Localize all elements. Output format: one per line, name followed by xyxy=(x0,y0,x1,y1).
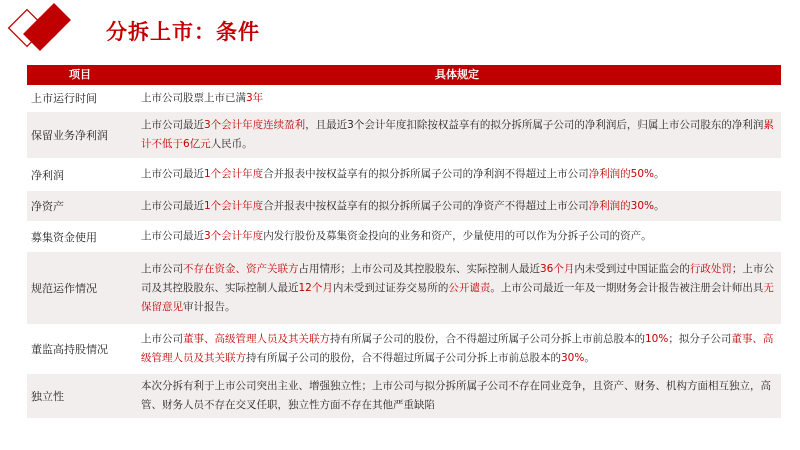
body-text: 上市公司最近 xyxy=(141,199,204,212)
table-row xyxy=(27,222,781,252)
row-label: 董监高持股情况 xyxy=(31,343,108,356)
highlight-text: 30% xyxy=(561,352,585,364)
highlight-text: 3年 xyxy=(246,91,264,104)
table-row xyxy=(27,159,781,191)
row-label: 规范运作情况 xyxy=(31,282,97,295)
body-text: ，且最近3个会计年度扣除按权益享有的拟分拆所属子公司的净利润后，归属上市公司股东的净利润 xyxy=(305,119,764,131)
body-text: 本次分拆有利于上市公司突出主业、增强独立性；上市公司与拟分拆所属子公司不存在同业竞争，且资产、财务、机构方面相互独立，高管、财务人员不存在交叉任职，独立性方面不存在其他严重缺陷 xyxy=(141,380,771,411)
header-details: 具体规定 xyxy=(435,68,479,81)
highlight-text: 无保留意见 xyxy=(141,281,774,313)
row-label: 保留业务净利润 xyxy=(31,129,108,142)
table-row xyxy=(27,374,781,419)
highlight-text: 净利润的30% xyxy=(588,199,655,212)
body-text: 占用情形；上市公司及其控股股东、实际控制人最近 xyxy=(298,262,540,275)
row-content xyxy=(133,165,781,184)
page-title: 分拆上市：条件 xyxy=(106,20,260,44)
highlight-text: 累计不低于6亿元 xyxy=(141,119,774,150)
body-text: 上市公司 xyxy=(141,333,183,345)
highlight-text: 3个会计年度 xyxy=(204,230,264,242)
highlight-text: 1个会计年度 xyxy=(204,168,264,180)
row-content xyxy=(133,330,781,368)
body-text: 上市公司最近 xyxy=(141,168,204,180)
body-text: ；上市公司及其控股股东、实际控制人最近 xyxy=(141,262,774,294)
body-text: 持有所属子公司的股份，合不得超过所属子公司分拆上市前总股本的 xyxy=(246,352,561,364)
header-item: 项目 xyxy=(69,68,91,81)
row-content xyxy=(133,377,781,415)
body-text: 合并报表中按权益享有的拟分拆所属子公司的净资产不得超过上市公司 xyxy=(263,199,589,212)
body-text: 。 xyxy=(654,168,665,180)
row-content xyxy=(133,89,781,108)
highlight-text: 董事、高级管理人员及其关联方 xyxy=(141,333,774,364)
body-text: 上市公司最近 xyxy=(141,230,204,242)
row-content xyxy=(133,260,781,317)
table-row xyxy=(27,325,781,374)
row-label: 募集资金使用 xyxy=(31,230,97,244)
body-text: ；拟分子公司 xyxy=(668,333,732,345)
body-text: 内未受到过中国证监会的 xyxy=(574,262,690,275)
body-text: 。 xyxy=(584,352,595,364)
body-text: 上市公司股票上市已满 xyxy=(141,91,246,104)
highlight-text: 公开谴责 xyxy=(448,281,491,294)
row-label: 净利润 xyxy=(31,168,64,182)
highlight-text: 1个会计年度 xyxy=(204,199,264,212)
highlight-text: 净利润的50% xyxy=(588,168,655,180)
body-text: 。上市公司最近一年及一期财务会计报告被注册会计师出具 xyxy=(490,281,764,294)
body-text: 上市公司最近 xyxy=(141,119,204,131)
body-text: 内未受到过证券交易所的 xyxy=(332,281,449,294)
table-row xyxy=(27,191,781,222)
highlight-text: 3个会计年度连续盈利 xyxy=(204,119,306,131)
highlight-text: 行政处罚 xyxy=(689,262,732,275)
row-content xyxy=(133,197,781,216)
body-text: 合并报表中按权益享有的拟分拆所属子公司的净利润不得超过上市公司 xyxy=(263,168,589,180)
highlight-text: 不存在资金、资产关联方 xyxy=(183,262,299,275)
row-content xyxy=(133,227,781,246)
highlight-text: 12个月 xyxy=(298,281,333,294)
body-text: 上市公司 xyxy=(141,262,183,275)
table-row xyxy=(27,112,781,159)
table-row xyxy=(27,85,781,112)
conditions-table xyxy=(27,65,781,419)
highlight-text: 36个月 xyxy=(540,262,575,275)
body-text: 持有所属子公司的股份，合不得超过所属子公司分拆上市前总股本的 xyxy=(330,333,645,345)
row-label: 净资产 xyxy=(31,200,64,213)
body-text: 审计报告。 xyxy=(183,300,236,313)
row-label: 上市运行时间 xyxy=(31,92,97,105)
table-header xyxy=(27,65,781,85)
highlight-text: 10% xyxy=(645,333,669,345)
row-label: 独立性 xyxy=(31,390,64,403)
body-text: 。 xyxy=(654,199,665,212)
table-row xyxy=(27,252,781,325)
highlight-text: 董事、高级管理人员及其关联方 xyxy=(183,333,330,345)
row-content xyxy=(133,116,781,154)
logo-diamonds-icon xyxy=(0,0,100,60)
body-text: 内发行股份及募集资金投向的业务和资产，少量使用的可以作为分拆子公司的资产。 xyxy=(263,230,652,242)
body-text: 人民币。 xyxy=(210,138,253,150)
